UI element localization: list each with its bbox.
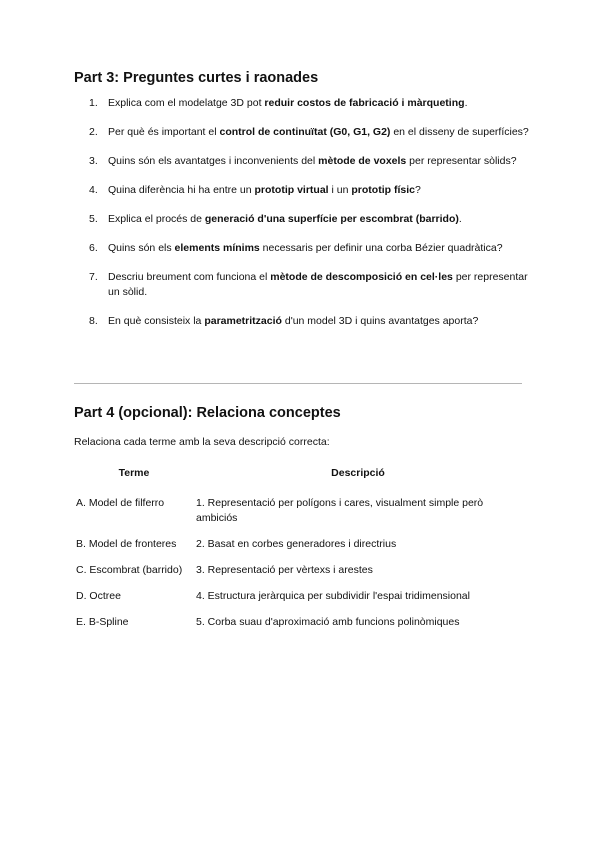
question-text: Quina diferència hi ha entre un prototip virtual i un prototip físic?: [108, 184, 421, 196]
question-text: Quins són els avantatges i inconvenients del mètode de voxels per representar sòlids?: [108, 155, 517, 167]
table-row: [74, 611, 522, 637]
question-item: [74, 183, 534, 198]
table-row: [74, 533, 522, 559]
term-column-header: Terme: [118, 467, 150, 479]
question-number: 8.: [89, 315, 98, 327]
question-number: 1.: [89, 97, 98, 109]
term-cell: D. Octree: [76, 590, 121, 602]
question-item: [74, 212, 534, 227]
question-text: Explica el procés de generació d'una superfície per escombrat (barrido).: [108, 213, 462, 225]
question-number: 5.: [89, 213, 98, 225]
description-column-header: Descripció: [331, 467, 385, 479]
question-number: 7.: [89, 271, 98, 283]
table-row: [74, 492, 522, 533]
question-number: 2.: [89, 126, 98, 138]
question-number: 4.: [89, 184, 98, 196]
question-text: Quins són els elements mínims necessaris per definir una corba Bézier quadràtica?: [108, 242, 503, 254]
questions-list: [74, 96, 534, 343]
question-item: [74, 125, 534, 140]
description-cell: 3. Representació per vèrtexs i arestes: [196, 564, 373, 576]
question-text: Explica com el modelatge 3D pot reduir costos de fabricació i màrqueting.: [108, 97, 468, 109]
term-cell: C. Escombrat (barrido): [76, 564, 183, 576]
question-keyword: mètode de descomposició en cel·les: [270, 271, 453, 283]
term-cell: A. Model de filferro: [76, 497, 165, 509]
description-cell: 5. Corba suau d'aproximació amb funcions polinòmiques: [196, 616, 460, 628]
question-keyword: control de continuïtat (G0, G1, G2): [219, 126, 391, 138]
question-item: [74, 270, 534, 300]
question-keyword: prototip físic: [351, 184, 415, 196]
question-item: [74, 154, 534, 169]
description-cell: 1. Representació per polígons i cares, visualment simple però ambiciós: [196, 497, 484, 524]
question-keyword: generació d'una superfície per escombrat (barrido): [204, 213, 459, 225]
question-keyword: parametrització: [204, 315, 282, 327]
question-keyword: prototip virtual: [254, 184, 329, 196]
question-number: 6.: [89, 242, 98, 254]
question-number: 3.: [89, 155, 98, 167]
concepts-table-body: [74, 492, 522, 637]
table-header-row: [74, 462, 522, 492]
question-keyword: reduir costos de fabricació i màrqueting: [264, 97, 465, 109]
question-text: Descriu breument com funciona el mètode de descomposició en cel·les per representar un sòlid.: [108, 271, 528, 298]
table-row: [74, 585, 522, 611]
term-cell: B. Model de fronteres: [76, 538, 177, 550]
question-keyword: mètode de voxels: [318, 155, 407, 167]
description-cell: 2. Basat en corbes generadores i directrius: [196, 538, 397, 550]
part4-title: Part 4 (opcional): Relaciona conceptes: [74, 405, 341, 421]
part4-intro: Relaciona cada terme amb la seva descripció correcta:: [74, 436, 330, 448]
question-text: En què consisteix la parametrització d'un model 3D i quins avantatges aporta?: [108, 315, 479, 327]
concepts-table: [74, 462, 522, 637]
question-text: Per què és important el control de continuïtat (G0, G1, G2) en el disseny de superfícies?: [108, 126, 529, 138]
part3-title: Part 3: Preguntes curtes i raonades: [74, 70, 319, 86]
question-item: [74, 241, 534, 256]
description-cell: 4. Estructura jeràrquica per subdividir l'espai tridimensional: [196, 590, 470, 602]
section-divider: [74, 383, 522, 384]
question-item: [74, 96, 534, 111]
table-row: [74, 559, 522, 585]
question-keyword: elements mínims: [174, 242, 260, 254]
question-item: [74, 314, 534, 329]
term-cell: E. B-Spline: [76, 616, 129, 628]
